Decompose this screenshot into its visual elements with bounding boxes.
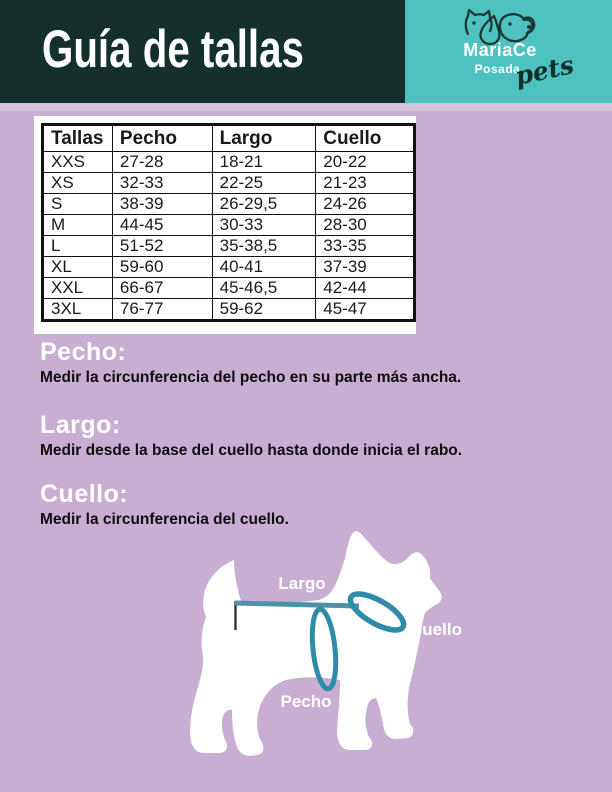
dog-silhouette [190,531,442,756]
table-cell: 66-67 [112,278,212,299]
brand-script-pets: pets [512,50,577,91]
table-row [43,194,415,215]
table-header-row [43,125,415,152]
dog-eye-icon [508,22,511,25]
section-heading: Cuello: [40,480,129,508]
table-header-cell: Pecho [112,125,212,152]
cat-eye-icon [472,21,475,24]
table-cell: 45-47 [316,299,415,321]
section-heading: Pecho: [40,338,127,366]
divider-strip [0,103,612,111]
table-row [43,299,415,321]
table-cell: 3XL [43,299,113,321]
table-sheet [34,116,416,334]
table-cell: XXS [43,152,113,173]
table-cell: 59-62 [212,299,316,321]
table-header-cell: Largo [212,125,316,152]
section-description: Medir la circunferencia del cuello. [40,511,289,528]
table-cell: 21-23 [316,173,415,194]
table-header-cell: Cuello [316,125,415,152]
table-cell: M [43,215,113,236]
brand-logo [405,0,612,103]
largo-label: Largo [278,574,326,593]
table-cell: 35-38,5 [212,236,316,257]
table-cell: L [43,236,113,257]
table-cell: 38-39 [112,194,212,215]
section-description: Medir la circunferencia del pecho en su parte más ancha. [40,369,462,386]
table-row [43,278,415,299]
table-cell: 22-25 [212,173,316,194]
table-cell: XS [43,173,113,194]
table-cell: XL [43,257,113,278]
table-cell: 24-26 [316,194,415,215]
pecho-label: Pecho [280,692,332,711]
table-row [43,173,415,194]
cuello-label: Cuello [410,620,462,639]
table-row [43,215,415,236]
brand-subname: Posada [474,62,521,76]
table-cell: 42-44 [316,278,415,299]
table-cell: 44-45 [112,215,212,236]
dog-nose-icon [527,25,531,29]
table-row [43,152,415,173]
table-cell: 37-39 [316,257,415,278]
table-cell: 59-60 [112,257,212,278]
section-largo [40,412,580,460]
brand-name: MariaCe [463,40,537,60]
table-cell: 27-28 [112,152,212,173]
table-cell: 45-46,5 [212,278,316,299]
table-header-cell: Tallas [43,125,113,152]
table-row [43,257,415,278]
table-cell: 33-35 [316,236,415,257]
dog-measure-diagram [178,520,470,765]
section-heading: Largo: [40,411,121,439]
section-description: Medir desde la base del cuello hasta donde inicia el rabo. [40,442,463,459]
table-cell: 26-29,5 [212,194,316,215]
section-pecho [40,339,580,387]
table-cell: 18-21 [212,152,316,173]
table-cell: 76-77 [112,299,212,321]
table-cell: 20-22 [316,152,415,173]
table-cell: S [43,194,113,215]
table-cell: XXL [43,278,113,299]
table-cell: 28-30 [316,215,415,236]
largo-measure-line [235,603,359,606]
table-cell: 51-52 [112,236,212,257]
size-table [41,123,416,322]
table-cell: 32-33 [112,173,212,194]
header-bar [0,0,405,103]
table-row [43,236,415,257]
page-title: Guía de tallas [42,20,304,79]
table-cell: 30-33 [212,215,316,236]
table-cell: 40-41 [212,257,316,278]
